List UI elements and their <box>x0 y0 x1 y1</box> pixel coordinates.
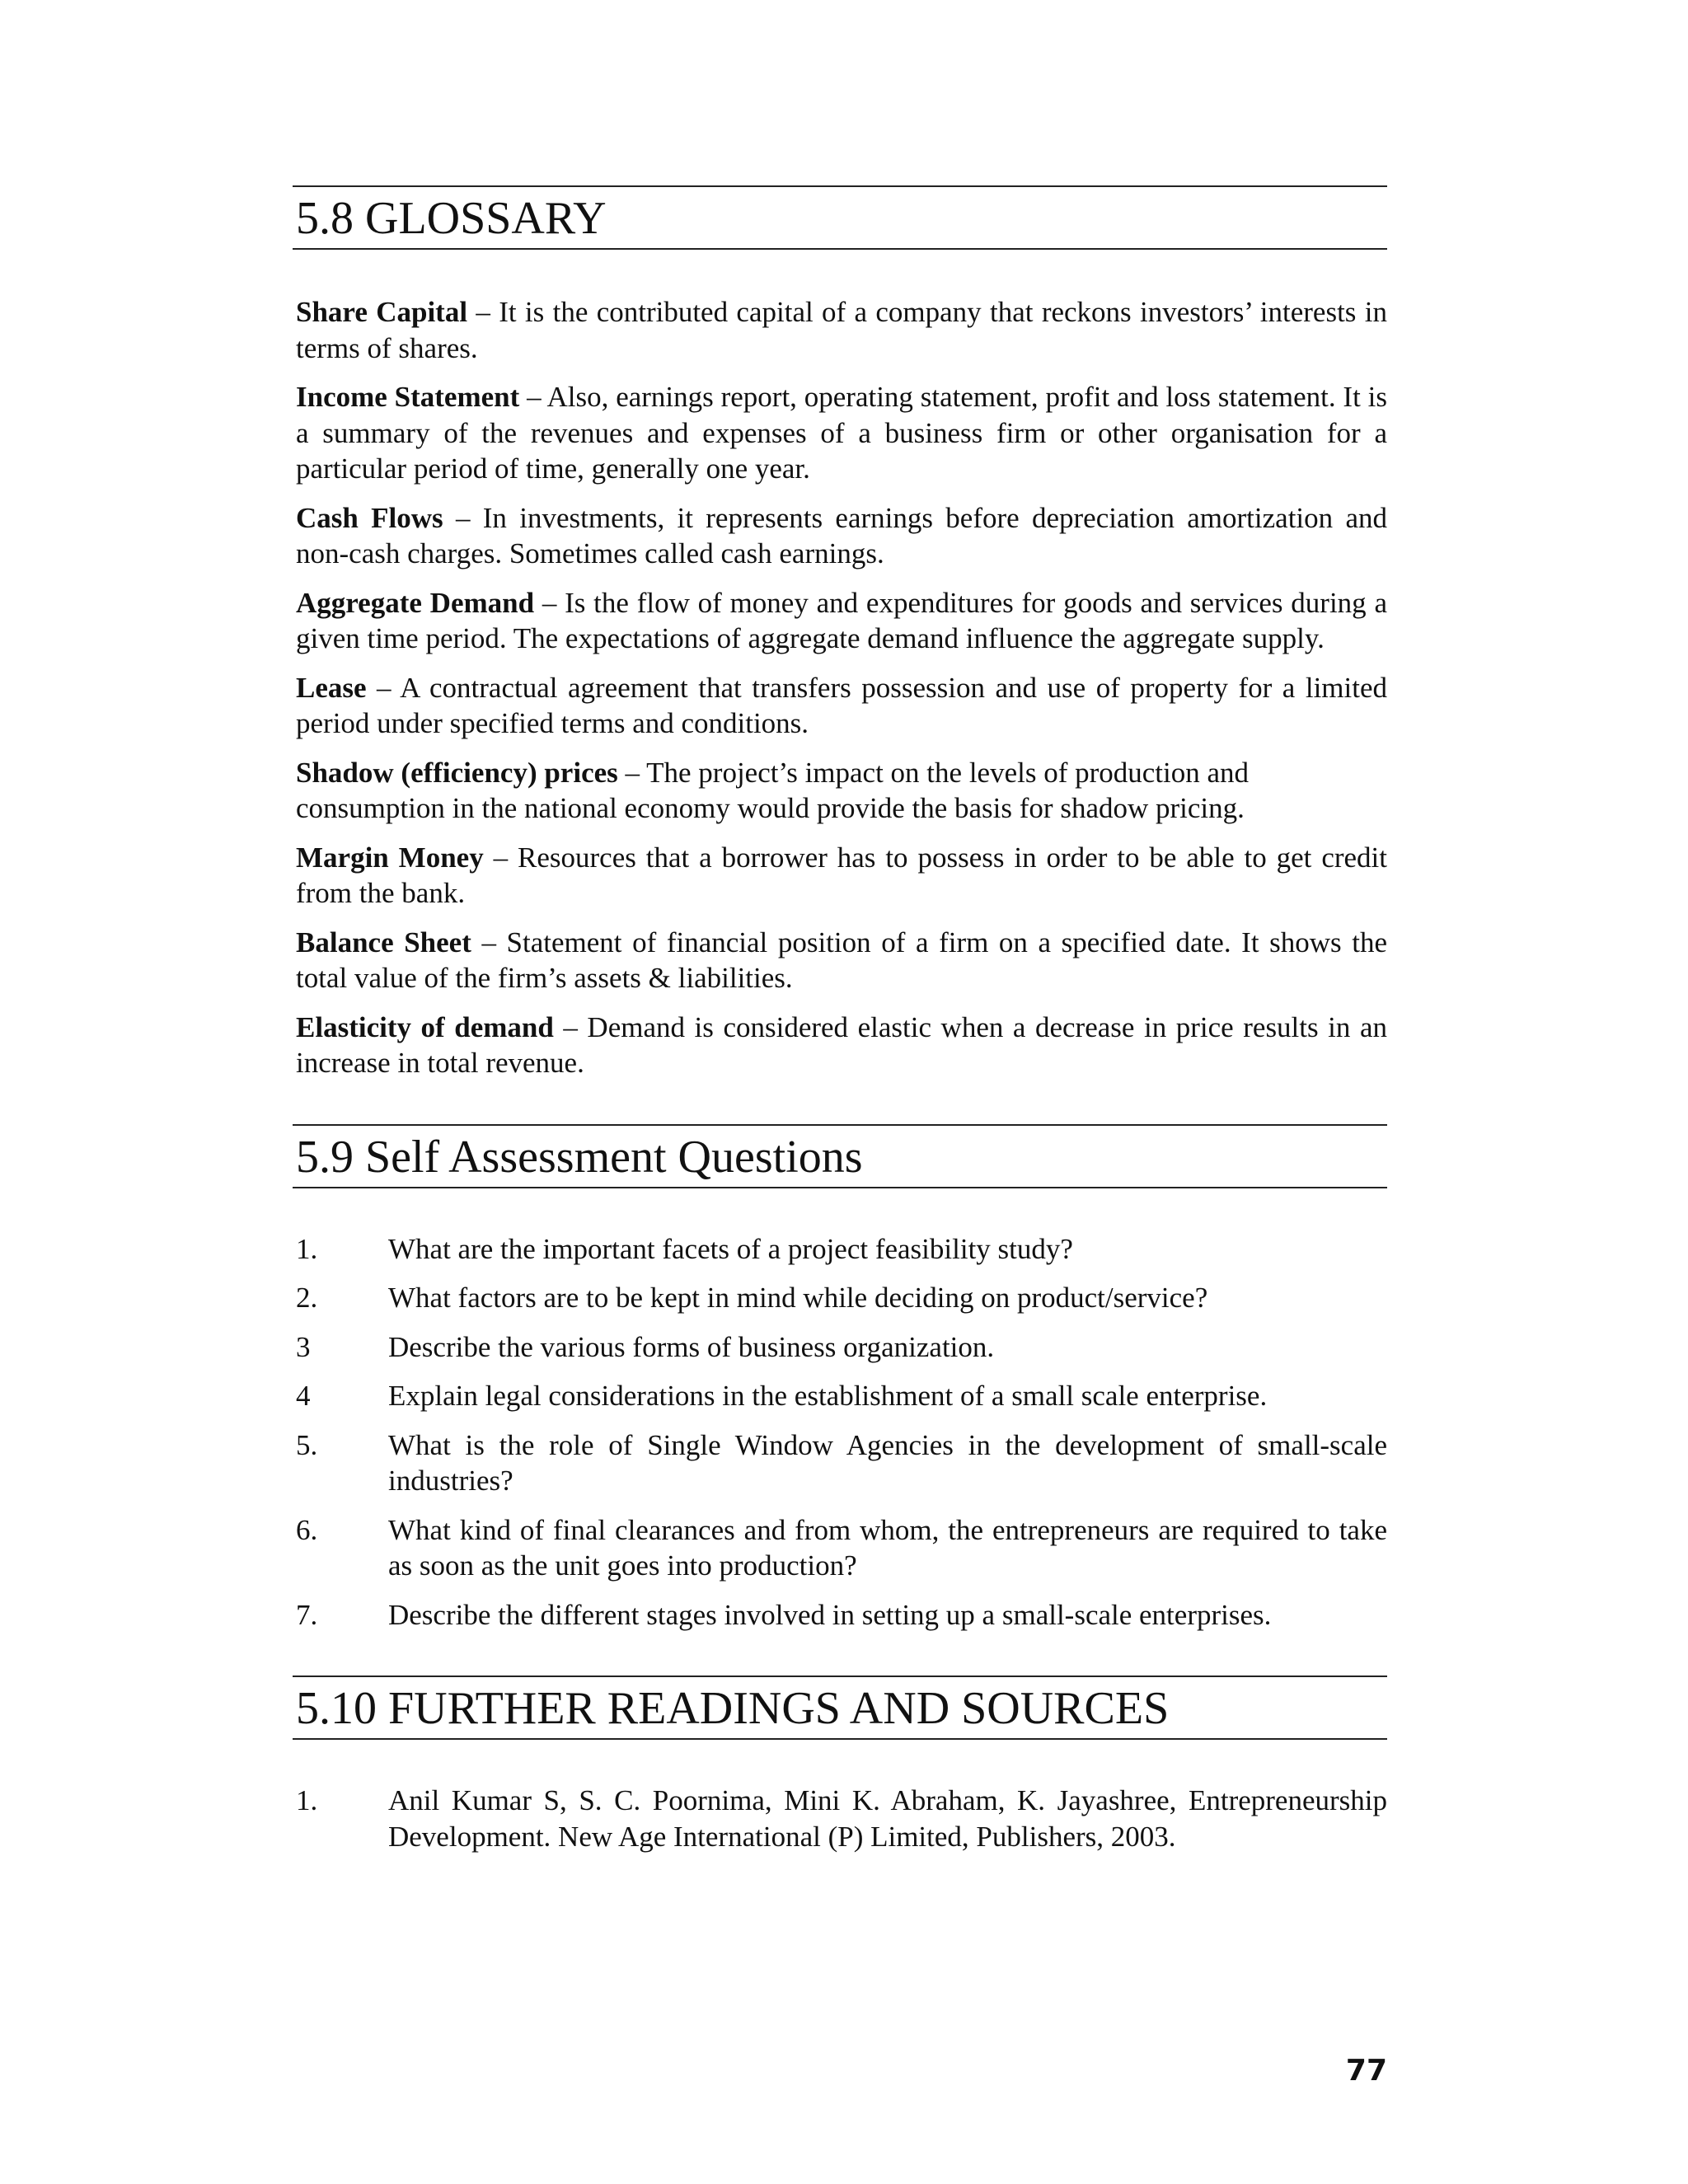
further-readings-heading: 5.10 FURTHER READINGS AND SOURCES <box>293 1675 1387 1740</box>
glossary-definition: – A contractual agreement that transfers possession and use of property for a limited period under specified terms and conditions. <box>296 671 1387 739</box>
list-item <box>296 1231 1387 1268</box>
glossary-term: Elasticity of demand <box>296 1010 554 1043</box>
glossary-term: Shadow (efficiency) prices <box>296 756 618 789</box>
item-text: Describe the different stages involved in setting up a small-scale enterprises. <box>388 1598 1272 1631</box>
item-text: What kind of final clearances and from whom, the entrepreneurs are required to take as soon as the unit goes into production? <box>388 1513 1387 1582</box>
glossary-entry <box>296 840 1387 912</box>
glossary-term: Aggregate Demand <box>296 586 535 619</box>
item-number: 4 <box>296 1380 311 1412</box>
glossary-definition: – The project’s impact on the levels of production and consumption in the national economy would provide the basis for shadow pricing. <box>296 756 1250 824</box>
glossary-definition: – It is the contributed capital of a company that reckons investors’ interests in terms of shares. <box>296 296 1387 364</box>
glossary-entry <box>296 585 1387 657</box>
list-item <box>296 1378 1387 1414</box>
item-text: Describe the various forms of business organization. <box>388 1330 995 1363</box>
list-item <box>296 1597 1387 1633</box>
item-number: 1. <box>296 1784 318 1816</box>
list-item <box>296 1280 1387 1316</box>
glossary-heading: 5.8 GLOSSARY <box>293 185 1387 250</box>
list-item <box>296 1427 1387 1499</box>
glossary-entry <box>296 500 1387 572</box>
reference-list <box>293 1783 1387 1854</box>
item-number: 5. <box>296 1428 318 1461</box>
list-item <box>296 1512 1387 1584</box>
document-page <box>293 185 1387 1868</box>
item-text: What are the important facets of a project feasibility study? <box>388 1232 1073 1265</box>
item-number: 1. <box>296 1232 318 1265</box>
glossary-list <box>293 294 1387 1081</box>
item-text: What factors are to be kept in mind while deciding on product/service? <box>388 1282 1208 1314</box>
glossary-definition: – Resources that a borrower has to possess in order to be able to get credit from the bank. <box>296 841 1387 909</box>
glossary-entry <box>296 925 1387 996</box>
self-assessment-heading: 5.9 Self Assessment Questions <box>293 1124 1387 1188</box>
item-number: 3 <box>296 1330 311 1363</box>
glossary-entry <box>296 379 1387 487</box>
glossary-entry <box>296 1010 1387 1081</box>
question-list <box>293 1231 1387 1633</box>
list-item <box>296 1783 1387 1854</box>
item-number: 2. <box>296 1282 318 1314</box>
item-text: Explain legal considerations in the establishment of a small scale enterprise. <box>388 1380 1268 1412</box>
glossary-term: Income Statement <box>296 381 520 413</box>
glossary-term: Balance Sheet <box>296 926 471 958</box>
glossary-term: Margin Money <box>296 841 484 874</box>
glossary-definition: – Also, earnings report, operating statement, profit and loss statement. It is a summary of the revenues and expenses of a business firm or other organisation for a particular period of time, generally one year. <box>296 381 1387 485</box>
glossary-definition: – Demand is considered elastic when a decrease in price results in an increase in total revenue. <box>296 1010 1387 1079</box>
glossary-term: Cash Flows <box>296 501 443 534</box>
item-number: 7. <box>296 1598 318 1631</box>
glossary-definition: – Is the flow of money and expenditures for goods and services during a given time period. The expectations of aggregate demand influence the aggregate supply. <box>296 586 1387 654</box>
glossary-term: Lease <box>296 671 367 704</box>
glossary-entry <box>296 294 1387 366</box>
glossary-entry <box>296 755 1387 827</box>
glossary-term: Share Capital <box>296 296 468 328</box>
list-item <box>296 1329 1387 1366</box>
item-number: 6. <box>296 1513 318 1546</box>
item-text: Anil Kumar S, S. C. Poornima, Mini K. Abraham, K. Jayashree, Entrepreneurship Development. New Age International (P) Limited, Publishers, 2003. <box>388 1784 1387 1853</box>
page-number: 77 <box>1345 2054 1387 2088</box>
glossary-definition: – Statement of financial position of a firm on a specified date. It shows the total value of the firm’s assets & liabilities. <box>296 926 1388 994</box>
glossary-entry <box>296 670 1387 742</box>
item-text: What is the role of Single Window Agencies in the development of small-scale industries? <box>388 1428 1387 1497</box>
glossary-definition: – In investments, it represents earnings before depreciation amortization and non-cash charges. Sometimes called cash earnings. <box>296 501 1387 569</box>
